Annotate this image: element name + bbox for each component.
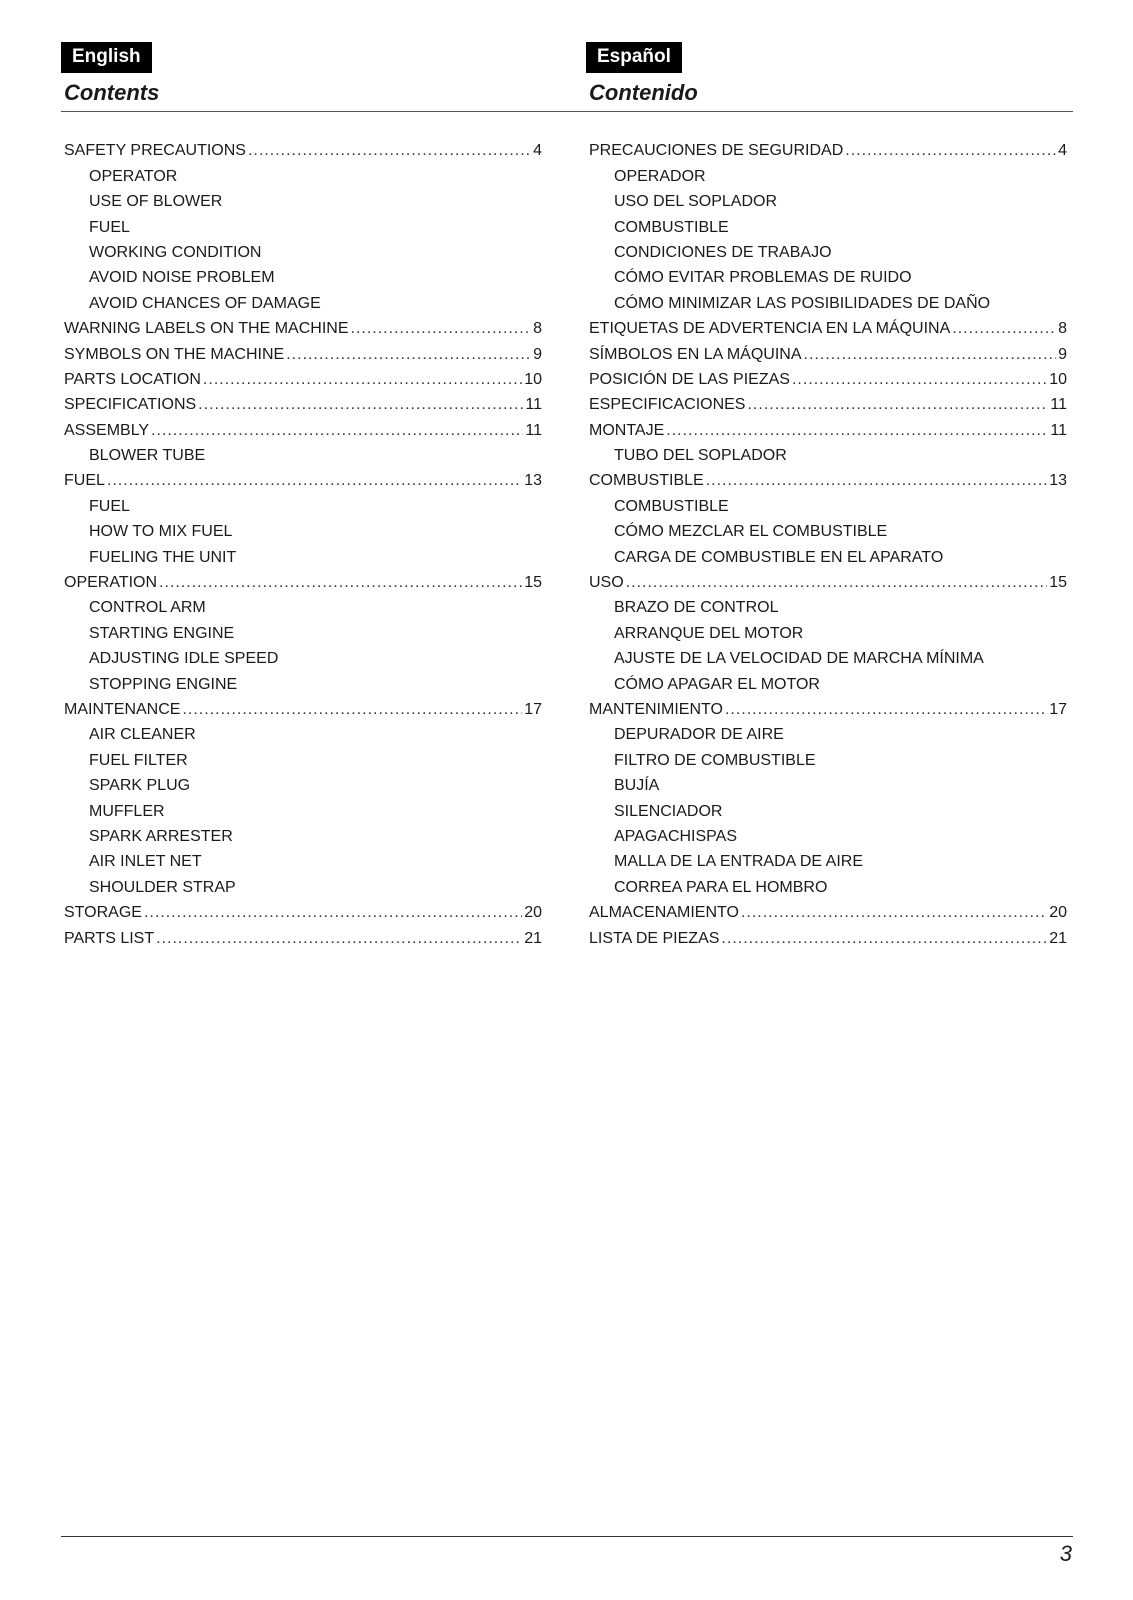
toc-entry-label: AVOID NOISE PROBLEM xyxy=(89,269,275,287)
toc-subentry xyxy=(589,747,1067,772)
toc-entry xyxy=(589,341,1067,366)
toc-entry xyxy=(64,417,542,442)
toc-leader-dots xyxy=(203,367,522,392)
toc-leader-dots xyxy=(666,418,1048,443)
toc-entry-label: SYMBOLS ON THE MACHINE xyxy=(64,345,285,363)
toc-subentry xyxy=(589,493,1067,518)
toc-subentry xyxy=(589,671,1067,696)
toc-entry xyxy=(64,138,542,163)
toc-entry-label: MANTENIMIENTO xyxy=(589,700,723,718)
toc-entry-label: APAGACHISPAS xyxy=(614,827,737,845)
toc-subentry xyxy=(589,874,1067,899)
toc-page-number: 10 xyxy=(524,370,542,388)
toc-subentry xyxy=(589,214,1067,239)
toc-entry xyxy=(64,367,542,392)
toc-leader-dots xyxy=(725,697,1047,722)
toc-entry-label: SPARK PLUG xyxy=(89,777,191,795)
toc-entry xyxy=(589,138,1067,163)
toc-entry xyxy=(64,900,542,925)
toc-page-number: 17 xyxy=(524,700,542,718)
toc-subentry xyxy=(64,671,542,696)
toc-entry-label: STARTING ENGINE xyxy=(89,624,235,642)
toc-page-number: 11 xyxy=(1050,396,1067,414)
toc-subentry xyxy=(64,493,542,518)
toc-page-number: 9 xyxy=(533,345,542,363)
toc-leader-dots xyxy=(747,392,1048,417)
toc-entry-label: OPERADOR xyxy=(614,167,706,185)
toc-entry-label: AJUSTE DE LA VELOCIDAD DE MARCHA MÍNIMA xyxy=(614,650,984,668)
toc-subentry xyxy=(64,544,542,569)
toc-entry-label: USE OF BLOWER xyxy=(89,193,223,211)
toc-entry-label: BUJÍA xyxy=(614,777,660,795)
toc-page-number: 15 xyxy=(1049,574,1067,592)
toc-subentry xyxy=(589,265,1067,290)
toc-leader-dots xyxy=(151,418,523,443)
toc-entry-label: WARNING LABELS ON THE MACHINE xyxy=(64,320,349,338)
toc-entry xyxy=(64,697,542,722)
toc-entry-label: USO DEL SOPLADOR xyxy=(614,193,778,211)
toc-leader-dots xyxy=(248,138,531,163)
toc-entry xyxy=(64,570,542,595)
toc-entry-label: ARRANQUE DEL MOTOR xyxy=(614,624,804,642)
toc-entry-label: ADJUSTING IDLE SPEED xyxy=(89,650,279,668)
toc-entry-label: FUEL xyxy=(64,472,105,490)
toc-entry xyxy=(64,392,542,417)
contents-title: Contents xyxy=(64,80,160,105)
toc-entry-label: SAFETY PRECAUTIONS xyxy=(64,142,246,160)
toc-entry-label: WORKING CONDITION xyxy=(89,243,262,261)
toc-entry-label: CÓMO APAGAR EL MOTOR xyxy=(614,675,820,693)
toc-entry-label: ESPECIFICACIONES xyxy=(589,396,746,414)
toc-subentry xyxy=(589,849,1067,874)
toc-subentry xyxy=(64,163,542,188)
toc-subentry xyxy=(64,798,542,823)
toc-subentry xyxy=(64,849,542,874)
toc-page-number: 10 xyxy=(1049,370,1067,388)
toc-subentry xyxy=(64,290,542,315)
toc-leader-dots xyxy=(159,570,522,595)
header-divider xyxy=(61,111,1073,112)
toc-entry-label: CONDICIONES DE TRABAJO xyxy=(614,243,832,261)
toc-subentry xyxy=(589,824,1067,849)
toc-entry-label: PARTS LOCATION xyxy=(64,370,201,388)
toc-page-number: 21 xyxy=(524,929,542,947)
toc-entry xyxy=(589,417,1067,442)
toc-leader-dots xyxy=(286,342,531,367)
toc-subentry xyxy=(64,722,542,747)
toc-subentry xyxy=(64,874,542,899)
toc-leader-dots xyxy=(706,468,1048,493)
toc-entry-label: SILENCIADOR xyxy=(614,802,723,820)
toc-subentry xyxy=(64,240,542,265)
toc-entry xyxy=(589,316,1067,341)
toc-subentry xyxy=(64,646,542,671)
toc-entry-label: FUEL FILTER xyxy=(89,751,188,769)
toc-subentry xyxy=(589,595,1067,620)
toc-entry-label: MONTAJE xyxy=(589,421,665,439)
toc-page-number: 9 xyxy=(1058,345,1067,363)
toc-entry-label: CARGA DE COMBUSTIBLE EN EL APARATO xyxy=(614,548,944,566)
contenido-title: Contenido xyxy=(589,80,698,105)
toc-entry-label: ALMACENAMIENTO xyxy=(589,904,739,922)
toc-entry-label: SPARK ARRESTER xyxy=(89,827,233,845)
toc-entry-label: BLOWER TUBE xyxy=(89,447,206,465)
toc-page-number: 20 xyxy=(1049,904,1067,922)
english-header xyxy=(61,42,539,108)
toc-leader-dots xyxy=(144,900,522,925)
toc-entry-label: USO xyxy=(589,574,624,592)
toc-entry xyxy=(589,392,1067,417)
toc-entry-label: BRAZO DE CONTROL xyxy=(614,599,779,617)
language-badge-spanish: Español xyxy=(586,42,682,73)
toc-entry-label: SHOULDER STRAP xyxy=(89,878,236,896)
toc-entry-label: FUEL xyxy=(89,218,130,236)
toc-subentry xyxy=(589,773,1067,798)
toc-entry-label: CÓMO MEZCLAR EL COMBUSTIBLE xyxy=(614,523,888,541)
toc-entry-label: POSICIÓN DE LAS PIEZAS xyxy=(589,370,790,388)
toc-subentry xyxy=(64,620,542,645)
toc-page-number: 13 xyxy=(1049,472,1067,490)
toc-subentry xyxy=(589,443,1067,468)
toc-subentry xyxy=(589,722,1067,747)
page-number: 3 xyxy=(1059,1541,1072,1566)
toc-leader-dots xyxy=(351,316,532,341)
toc-leader-dots xyxy=(107,468,522,493)
toc-entry-label: ETIQUETAS DE ADVERTENCIA EN LA MÁQUINA xyxy=(589,320,951,338)
toc-page-number: 8 xyxy=(1058,320,1067,338)
footer-divider xyxy=(61,1536,1073,1537)
toc-subentry xyxy=(589,290,1067,315)
toc-page-number: 21 xyxy=(1049,929,1067,947)
toc-entry-label: MAINTENANCE xyxy=(64,700,181,718)
toc-leader-dots xyxy=(804,342,1057,367)
toc-leader-dots xyxy=(182,697,522,722)
toc-subentry xyxy=(64,773,542,798)
toc-page-number: 13 xyxy=(524,472,542,490)
language-badge-english: English xyxy=(61,42,152,73)
toc-subentry xyxy=(64,265,542,290)
toc-subentry xyxy=(589,189,1067,214)
toc-subentry xyxy=(589,240,1067,265)
toc-page-number: 11 xyxy=(525,421,542,439)
toc-entry-label: HOW TO MIX FUEL xyxy=(89,523,233,541)
toc-subentry xyxy=(589,544,1067,569)
toc-page-number: 4 xyxy=(1058,142,1067,160)
toc-entry xyxy=(589,570,1067,595)
toc-entry xyxy=(64,316,542,341)
toc-entry-label: STORAGE xyxy=(64,904,142,922)
toc-entry xyxy=(589,900,1067,925)
toc-entry-label: CÓMO MINIMIZAR LAS POSIBILIDADES DE DAÑO xyxy=(614,294,991,312)
toc-page-number: 20 xyxy=(524,904,542,922)
toc-subentry xyxy=(589,519,1067,544)
toc-entry-label: MUFFLER xyxy=(89,802,165,820)
toc-leader-dots xyxy=(156,926,522,951)
toc-subentry xyxy=(589,163,1067,188)
toc-page-number: 15 xyxy=(524,574,542,592)
toc-subentry xyxy=(589,620,1067,645)
toc-page-number: 11 xyxy=(1050,421,1067,439)
toc-entry-label: OPERATION xyxy=(64,574,158,592)
toc-subentry xyxy=(64,519,542,544)
toc-subentry xyxy=(64,747,542,772)
toc-entry-label: CORREA PARA EL HOMBRO xyxy=(614,878,828,896)
toc-leader-dots xyxy=(721,926,1047,951)
toc-entry xyxy=(589,367,1067,392)
toc-entry xyxy=(589,468,1067,493)
toc-entry-label: SPECIFICATIONS xyxy=(64,396,197,414)
toc-entry-label: AVOID CHANCES OF DAMAGE xyxy=(89,294,321,312)
toc-subentry xyxy=(64,443,542,468)
toc-leader-dots xyxy=(626,570,1048,595)
toc-subentry xyxy=(589,646,1067,671)
toc-leader-dots xyxy=(845,138,1056,163)
toc-subentry xyxy=(64,824,542,849)
toc-entry-label: AIR INLET NET xyxy=(89,853,202,871)
toc-entry xyxy=(589,697,1067,722)
toc-entry-label: AIR CLEANER xyxy=(89,726,196,744)
toc-entry-label: DEPURADOR DE AIRE xyxy=(614,726,784,744)
toc-entry-label: LISTA DE PIEZAS xyxy=(589,929,720,947)
toc-subentry xyxy=(589,798,1067,823)
toc-entry-label: FUELING THE UNIT xyxy=(89,548,237,566)
toc-entry-label: ASSEMBLY xyxy=(64,421,150,439)
toc-entry-label: STOPPING ENGINE xyxy=(89,675,238,693)
toc-entry-label: OPERATOR xyxy=(89,167,178,185)
toc-entry-label: PRECAUCIONES DE SEGURIDAD xyxy=(589,142,844,160)
toc-entry xyxy=(64,925,542,950)
toc-page-number: 8 xyxy=(533,320,542,338)
toc-entry-label: COMBUSTIBLE xyxy=(614,218,729,236)
toc-leader-dots xyxy=(741,900,1047,925)
toc-entry-label: TUBO DEL SOPLADOR xyxy=(614,447,787,465)
toc-leader-dots xyxy=(952,316,1056,341)
toc-entry-label: MALLA DE LA ENTRADA DE AIRE xyxy=(614,853,863,871)
toc-entry-label: PARTS LIST xyxy=(64,929,155,947)
toc-entry xyxy=(64,468,542,493)
toc-page-number: 11 xyxy=(525,396,542,414)
spanish-header xyxy=(586,42,1064,108)
toc-entry-label: FILTRO DE COMBUSTIBLE xyxy=(614,751,816,769)
toc-spanish xyxy=(589,138,1067,951)
toc-page-number: 17 xyxy=(1049,700,1067,718)
toc-subentry xyxy=(64,214,542,239)
toc-entry-label: CONTROL ARM xyxy=(89,599,206,617)
toc-entry-label: SÍMBOLOS EN LA MÁQUINA xyxy=(589,345,802,363)
toc-leader-dots xyxy=(198,392,523,417)
toc-entry xyxy=(64,341,542,366)
toc-entry xyxy=(589,925,1067,950)
toc-english xyxy=(64,138,542,951)
toc-entry-label: CÓMO EVITAR PROBLEMAS DE RUIDO xyxy=(614,269,912,287)
toc-page-number: 4 xyxy=(533,142,542,160)
toc-entry-label: FUEL xyxy=(89,497,130,515)
toc-entry-label: COMBUSTIBLE xyxy=(614,497,729,515)
toc-subentry xyxy=(64,189,542,214)
toc-entry-label: COMBUSTIBLE xyxy=(589,472,704,490)
toc-leader-dots xyxy=(792,367,1047,392)
toc-subentry xyxy=(64,595,542,620)
